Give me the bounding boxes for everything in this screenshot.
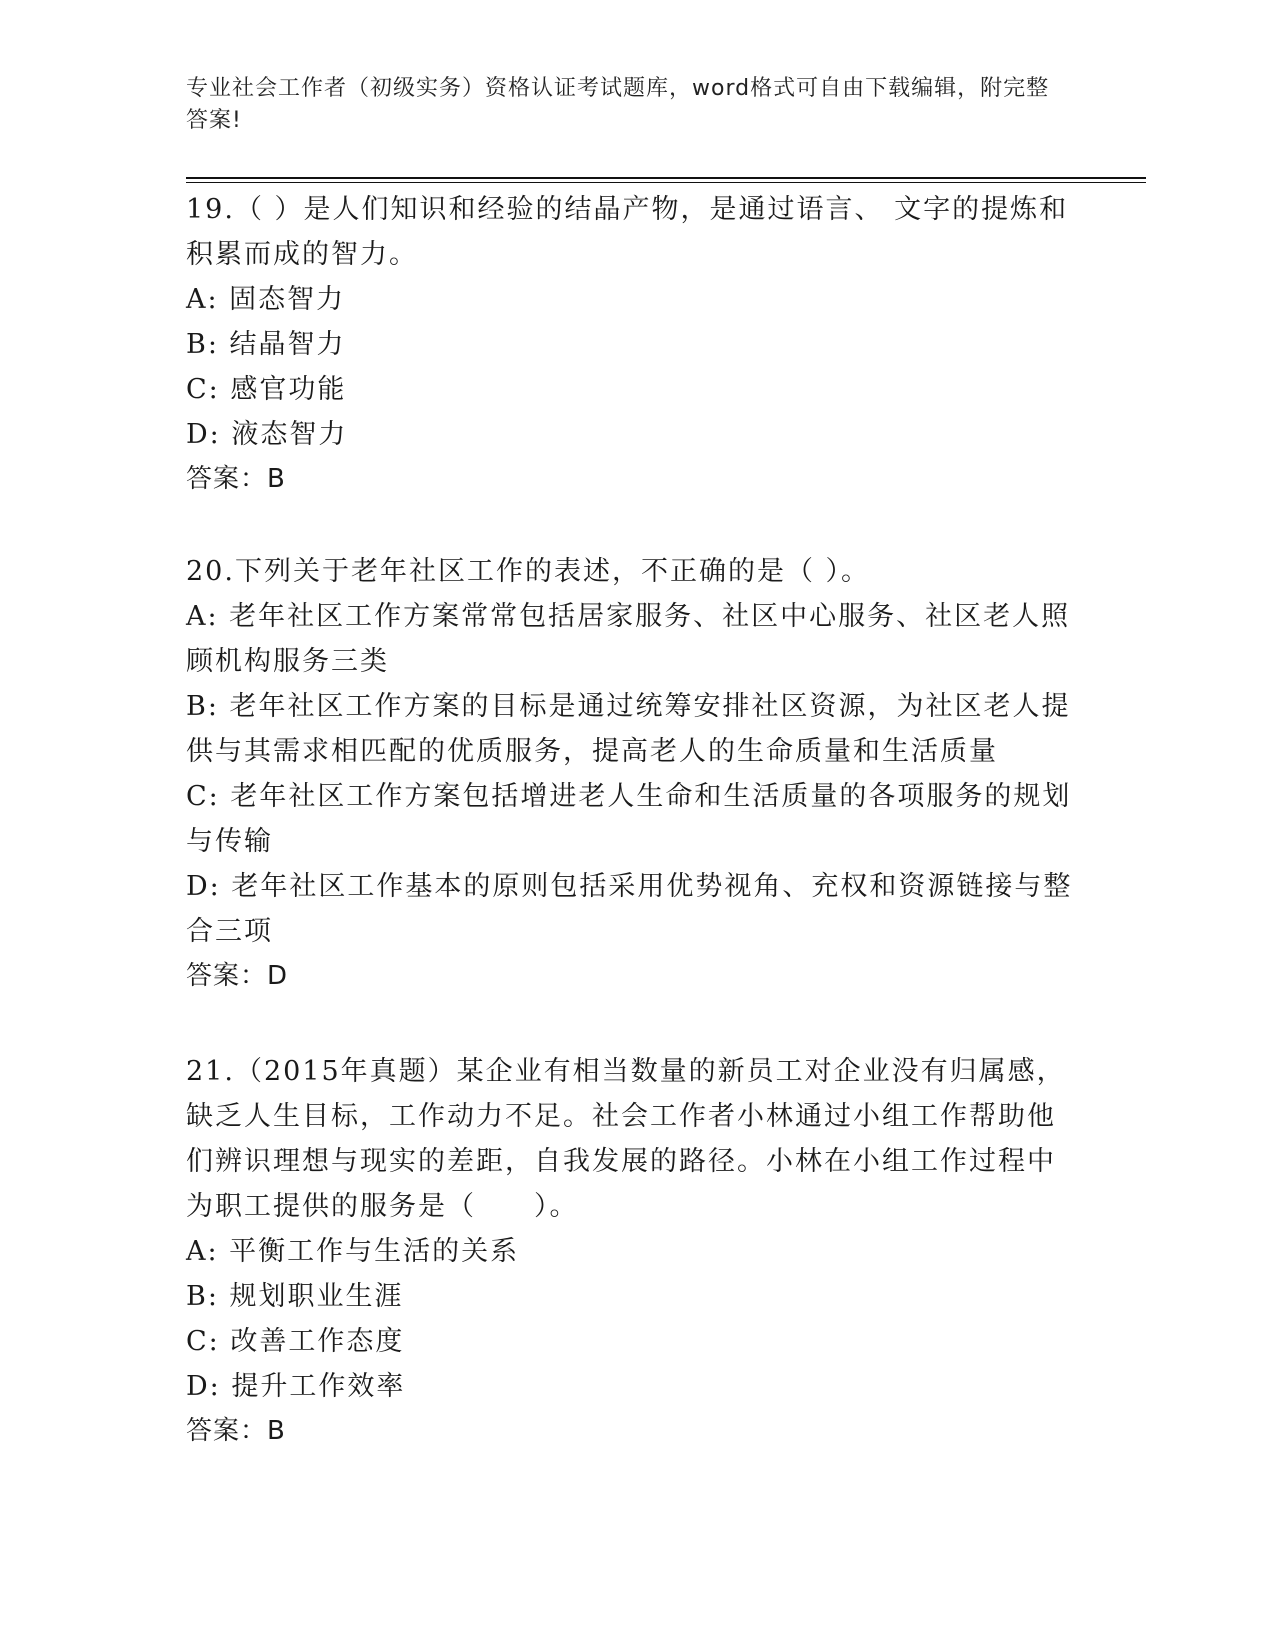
- answer: 答案：B: [186, 464, 286, 494]
- option-b: B: 老年社区工作方案的目标是通过统筹安排社区资源，为社区老人提供与其需求相匹配的优质服务，提高老人的生命质量和生活质量: [186, 691, 1071, 767]
- option-b: B: 规划职业生涯: [186, 1281, 404, 1312]
- question-stem: 21.（2015年真题）某企业有相当数量的新员工对企业没有归属感，缺乏人生目标，工作动力不足。社会工作者小林通过小组工作帮助他们辨识理想与现实的差距，自我发展的路径。小林在小组工作过程中为职工提供的服务是（ ）。: [186, 1056, 1066, 1222]
- option-c: C: 感官功能: [186, 374, 347, 405]
- question-stem: 20.下列关于老年社区工作的表述，不正确的是（ ）。: [186, 556, 871, 587]
- option-d: D: 提升工作效率: [186, 1371, 406, 1402]
- option-b: B: 结晶智力: [186, 329, 346, 360]
- option-a: A: 平衡工作与生活的关系: [186, 1236, 520, 1267]
- document-header: [186, 73, 1066, 137]
- option-a: A: 老年社区工作方案常常包括居家服务、社区中心服务、社区老人照顾机构服务三类: [186, 601, 1071, 677]
- option-c: C: 老年社区工作方案包括增进老人生命和生活质量的各项服务的规划与传输: [186, 781, 1072, 857]
- answer: 答案：D: [186, 961, 289, 991]
- option-d: D: 液态智力: [186, 419, 348, 450]
- question-21: [186, 1049, 1076, 1454]
- question-20: [186, 549, 1076, 999]
- option-d: D: 老年社区工作基本的原则包括采用优势视角、充权和资源链接与整合三项: [186, 871, 1073, 947]
- header-divider-thin: [186, 182, 1146, 183]
- header-title: 专业社会工作者（初级实务）资格认证考试题库，word格式可自由下载编辑，附完整答案!: [186, 76, 1050, 133]
- option-a: A: 固态智力: [186, 284, 346, 315]
- question-stem: 19.（ ）是人们知识和经验的结晶产物，是通过语言、 文字的提炼和积累而成的智力。: [186, 194, 1069, 270]
- option-c: C: 改善工作态度: [186, 1326, 405, 1357]
- answer: 答案：B: [186, 1416, 286, 1446]
- header-divider-thick: [186, 177, 1146, 179]
- question-19: [186, 187, 1076, 502]
